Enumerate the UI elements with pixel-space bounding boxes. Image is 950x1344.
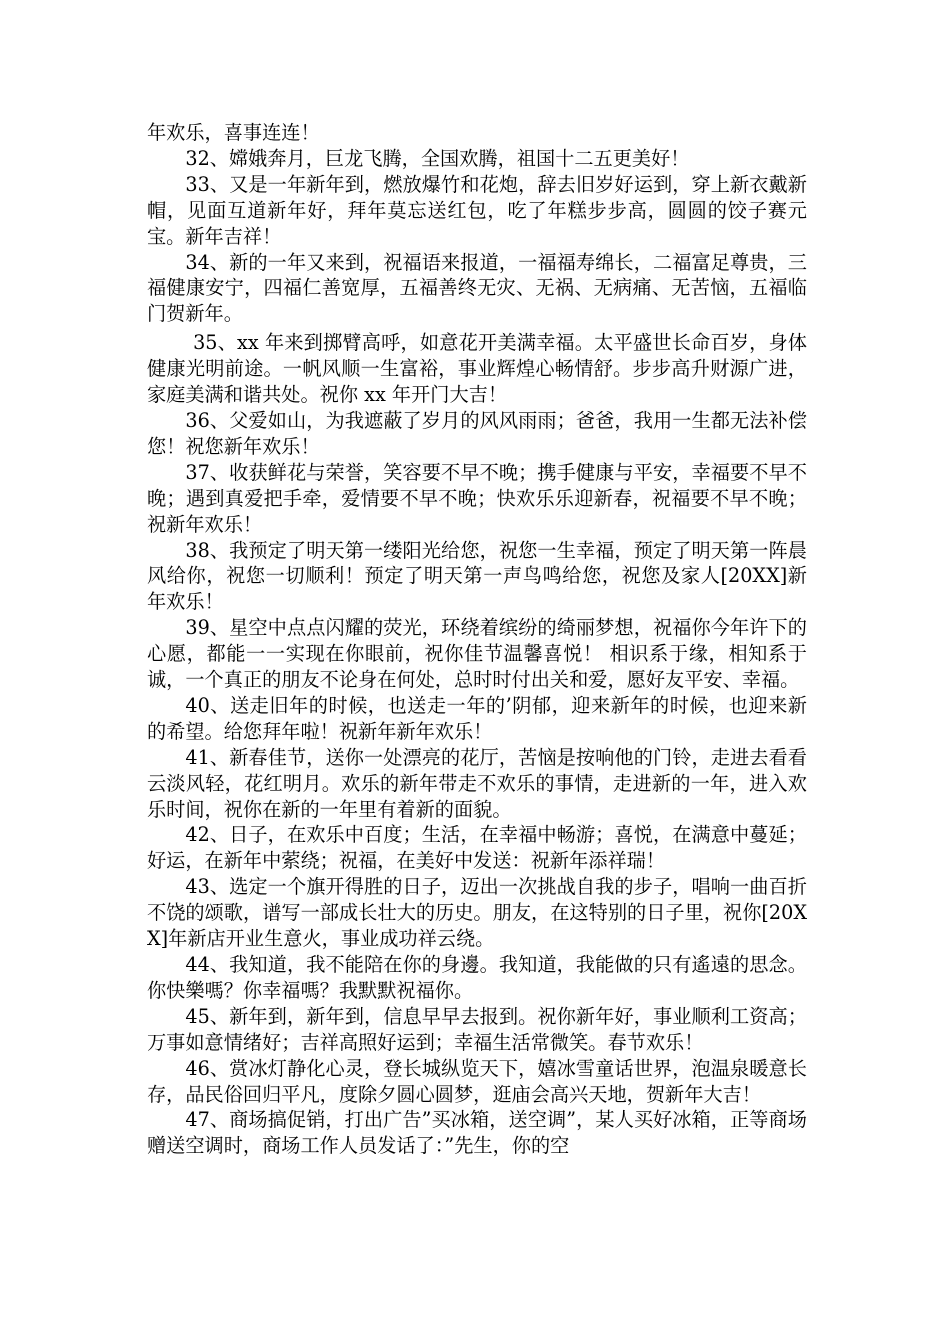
paragraph-44: 44、我知道，我不能陪在你的身邊。我知道，我能做的只有遙遠的思念。你快樂嗎？你幸福嗎？我默默祝福你。: [147, 953, 807, 1002]
paragraph-43: 43、选定一个旗开得胜的日子，迈出一次挑战自我的步子，唱响一曲百折不饶的颂歌，谱写一部成长壮大的历史。朋友，在这特别的日子里，祝你[20XX]年新店开业生意火，事业成功祥云绕。: [147, 875, 807, 951]
paragraph-37: 37、收获鲜花与荣誉，笑容要不早不晚；携手健康与平安，幸福要不早不晚；遇到真爱把手牵，爱情要不早不晚；快欢乐乐迎新春，祝福要不早不晚；祝新年欢乐！: [147, 460, 807, 536]
paragraph-38: 38、我预定了明天第一缕阳光给您，祝您一生幸福，预定了明天第一阵晨风给你，祝您一切顺利！预定了明天第一声鸟鸣给您，祝您及家人[20XX]新年欢乐！: [147, 538, 807, 614]
paragraph-33: 33、又是一年新年到，燃放爆竹和花炮，辞去旧岁好运到，穿上新衣戴新帽，见面互道新年好，拜年莫忘送红包，吃了年糕步步高，圆圆的饺子赛元宝。新年吉祥！: [147, 172, 807, 248]
paragraph-41: 41、新春佳节，送你一处漂亮的花厅，苦恼是按响他的门铃，走进去看看云淡风轻，花红明月。欢乐的新年带走不欢乐的事情，走进新的一年，进入欢乐时间，祝你在新的一年里有着新的面貌。: [147, 745, 807, 821]
paragraph-35: 35、xx 年来到掷臂高呼，如意花开美满幸福。太平盛世长命百岁，身体健康光明前途。一帆风顺一生富裕，事业辉煌心畅情舒。步步高升财源广进，家庭美满和谐共处。祝你 xx 年开门大吉！: [147, 331, 807, 407]
paragraph-continuation: 年欢乐，喜事连连！: [147, 121, 320, 144]
paragraph-42: 42、日子，在欢乐中百度；生活，在幸福中畅游；喜悦，在满意中蔓延；好运，在新年中萦绕；祝福，在美好中发送：祝新年添祥瑞！: [147, 823, 807, 873]
paragraph-45: 45、新年到，新年到，信息早早去报到。祝你新年好，事业顺利工资高；万事如意情绪好；吉祥高照好运到；幸福生活常微笑。春节欢乐！: [147, 1004, 807, 1054]
paragraph-34: 34、新的一年又来到，祝福语来报道，一福福寿绵长，二福富足尊贵，三福健康安宁，四福仁善宽厚，五福善终无灾、无祸、无病痛、无苦恼，五福临门贺新年。: [147, 250, 807, 326]
paragraph-46: 46、赏冰灯静化心灵，登长城纵览天下，嬉冰雪童话世界，泡温泉暖意长存，品民俗回归平凡，度除夕圆心圆梦，逛庙会高兴天地，贺新年大吉！: [147, 1056, 807, 1106]
document-body: [147, 120, 807, 1159]
paragraph-47: 47、商场搞促销，打出广告”买冰箱，送空调”，某人买好冰箱，正等商场赠送空调时，商场工作人员发话了：”先生，你的空: [147, 1108, 807, 1158]
paragraph-36: 36、父爱如山，为我遮蔽了岁月的风风雨雨；爸爸，我用一生都无法补偿您！祝您新年欢乐！: [147, 408, 807, 458]
paragraph-40: 40、送走旧年的时候，也送走一年的’阴郁，迎来新年的时候，也迎来新的希望。给您拜年啦！祝新年新年欢乐！: [147, 693, 807, 743]
paragraph-39: 39、星空中点点闪耀的荧光，环绕着缤纷的绮丽梦想，祝福你今年许下的心愿，都能一一实现在你眼前，祝你佳节温馨喜悦！ 相识系于缘，相知系于诚，一个真正的朋友不论身在何处，总时时付出关和爱，愿好友平安、幸福。: [147, 616, 807, 692]
paragraph-32: 32、嫦娥奔月，巨龙飞腾，全国欢腾，祖国十二五更美好！: [185, 146, 690, 170]
